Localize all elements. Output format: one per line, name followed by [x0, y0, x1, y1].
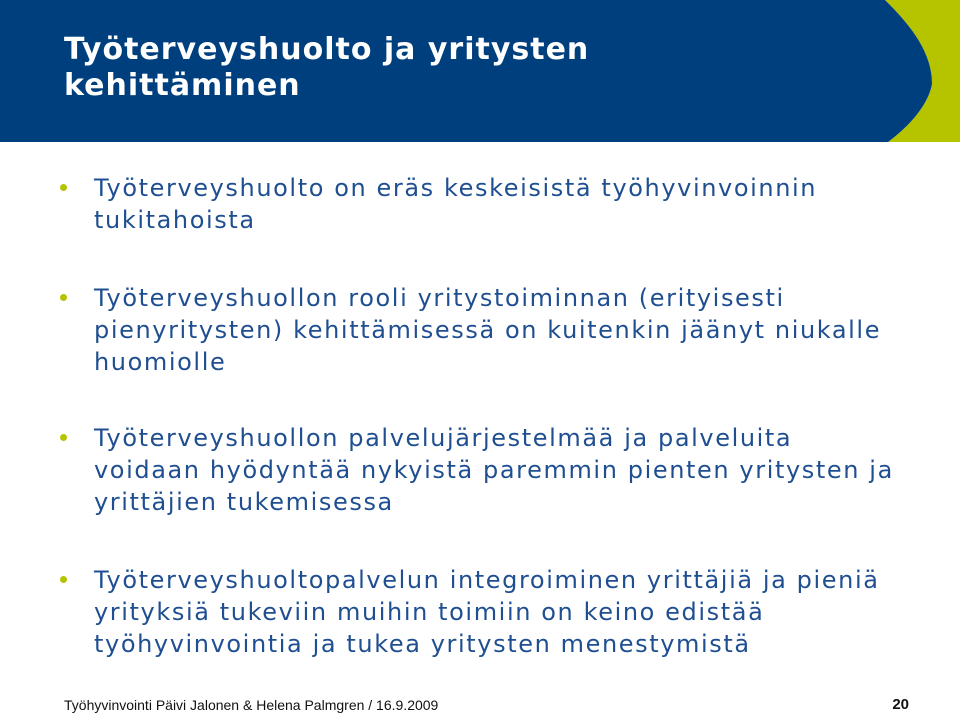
bullet-dot-icon	[60, 434, 67, 441]
slide-title: Työterveyshuolto ja yritysten kehittäminen	[64, 32, 590, 103]
bullet-item	[60, 282, 940, 378]
bullet-dot-icon	[60, 184, 67, 191]
bullet-text: Työterveyshuoltopalvelun integroiminen yrittäjiä ja pieniä yrityksiä tukeviin muihin toimiin on keino edistää työhyvinvointia ja tukea yritysten menestymistä	[94, 566, 880, 658]
bullet-item	[60, 172, 940, 236]
bullet-dot-icon	[60, 576, 67, 583]
bullet-item	[60, 422, 940, 518]
bullet-item	[60, 564, 940, 660]
header-band	[0, 0, 960, 142]
bullet-text: Työterveyshuollon palvelujärjestelmää ja palveluita voidaan hyödyntää nykyistä paremmin pienten yritysten ja yrittäjien tukemisessa	[94, 424, 894, 516]
footer-text: Työhyvinvointi Päivi Jalonen & Helena Palmgren / 16.9.2009	[64, 697, 439, 713]
bullet-text: Työterveyshuollon rooli yritystoiminnan (erityisesti pienyritysten) kehittämisessä on kuitenkin jäänyt niukalle huomiolle	[94, 284, 882, 376]
bullet-text: Työterveyshuolto on eräs keskeisistä työhyvinvoinnin tukitahoista	[94, 174, 818, 234]
bullet-dot-icon	[60, 294, 67, 301]
page-number: 20	[892, 696, 909, 713]
